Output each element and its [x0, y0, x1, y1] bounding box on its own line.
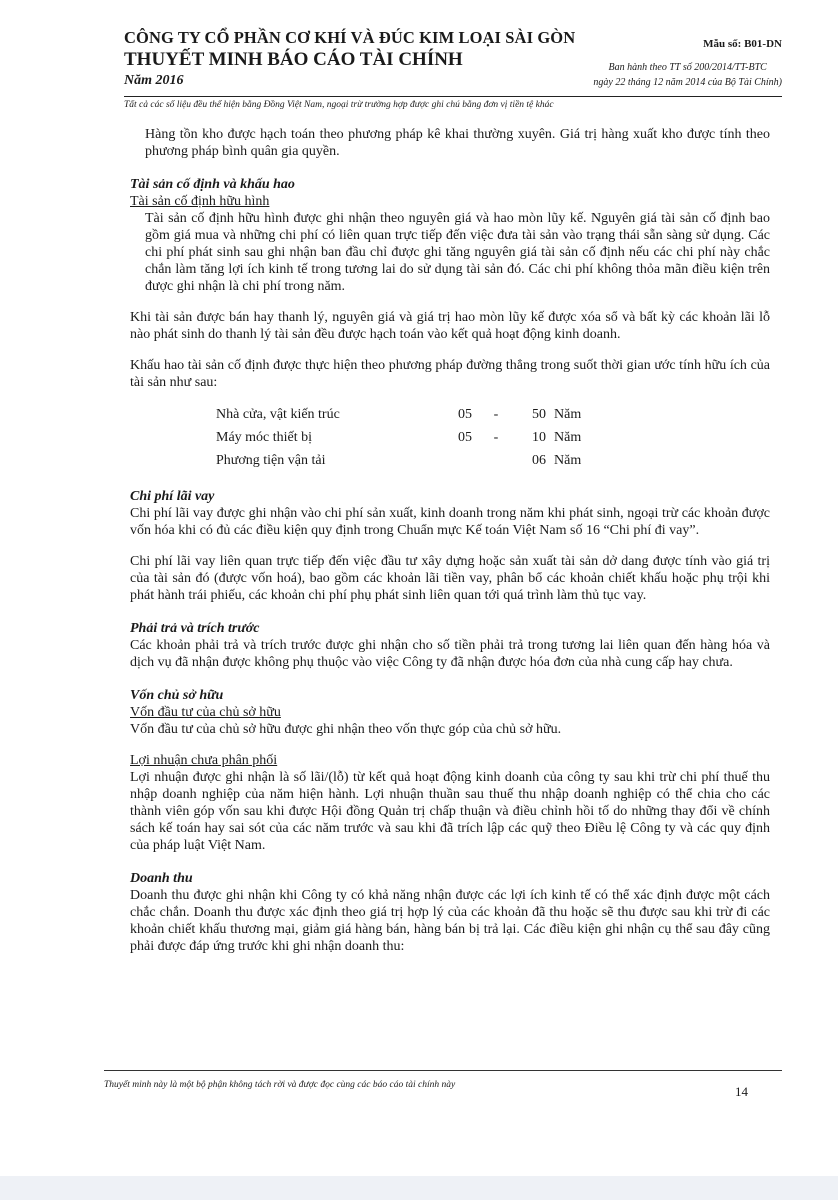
revenue-heading: Doanh thu — [130, 871, 193, 886]
retained-earnings-subheading: Lợi nhuận chưa phân phối — [130, 753, 278, 768]
years-unit: Năm — [554, 430, 582, 445]
borrowing-costs-heading: Chi phí lãi vay — [130, 489, 215, 504]
range-dash — [472, 449, 520, 472]
asset-name: Phương tiện vận tải — [216, 453, 326, 468]
years-from: 05 — [458, 407, 472, 422]
table-row — [216, 426, 581, 449]
fixed-assets-heading: Tài sản cố định và khấu hao — [130, 177, 295, 192]
range-dash: - — [493, 430, 499, 445]
owner-capital-subheading: Vốn đầu tư của chủ sở hữu — [130, 705, 281, 720]
years-unit: Năm — [554, 407, 582, 422]
page-number: 14 — [735, 1084, 748, 1099]
payables-heading: Phải trả và trích trước — [130, 621, 260, 636]
years-from — [442, 449, 472, 472]
tangible-assets-subheading: Tài sản cố định hữu hình — [130, 194, 270, 209]
borrowing-paragraph-2: Chi phí lãi vay liên quan trực tiếp đến việc đầu tư xây dựng hoặc sản xuất tài sản dở dang được tính vào giá trị của tài sản đó (được vốn hoá), bao gồm các khoản lãi tiền vay, phân bổ các khoản chiết khấu hoặc phụ trội khi phát hành trái phiếu, các khoản chi phí phụ phát sinh liên quan tới quá trình làm thủ tục vay. — [130, 554, 770, 603]
table-row — [216, 403, 581, 426]
retained-earnings-paragraph: Lợi nhuận được ghi nhận là số lãi/(lỗ) từ kết quả hoạt động kinh doanh của công ty sau khi trừ chi phí thuế thu nhập doanh nghiệp của năm hiện hành. Lợi nhuận thuần sau thuế thu nhập doanh nghiệp có thể chia cho các thành viên góp vốn sau khi được Hội đồng Quản trị chấp thuận và điều chỉnh hồi tố do những thay đổi về chính sách kế toán hay sai sót của các năm trước và sau khi đã trích lập các quỹ theo Điều lệ Công ty và các quy định của pháp luật Việt Nam. — [130, 770, 770, 853]
issuance-note — [593, 60, 782, 90]
issuance-line-1: Ban hành theo TT số 200/2014/TT-BTC — [608, 62, 767, 73]
header-divider — [124, 96, 782, 97]
asset-name: Nhà cửa, vật kiến trúc — [216, 407, 340, 422]
document-body — [130, 126, 770, 955]
fixed-assets-paragraph-3: Khấu hao tài sản cố định được thực hiện theo phương pháp đường thẳng trong suốt thời gian ước tính hữu ích của tài sản như sau: — [130, 358, 770, 390]
fixed-assets-paragraph-2: Khi tài sản được bán hay thanh lý, nguyên giá và giá trị hao mòn lũy kế được xóa sổ và bất kỳ các khoản lãi lỗ nào phát sinh do thanh lý tài sản đều được hạch toán vào kết quả hoạt động kinh doanh. — [130, 310, 770, 342]
years-to: 06 — [532, 453, 546, 468]
inventory-paragraph: Hàng tồn kho được hạch toán theo phương pháp kê khai thường xuyên. Giá trị hàng xuất kho được tính theo phương pháp bình quân gia quyền. — [145, 127, 770, 159]
company-name: CÔNG TY CỔ PHẦN CƠ KHÍ VÀ ĐÚC KIM LOẠI SÀI GÒN — [124, 28, 576, 47]
table-row — [216, 449, 581, 472]
owner-capital-paragraph: Vốn đầu tư của chủ sở hữu được ghi nhận theo vốn thực góp của chủ sở hữu. — [130, 722, 562, 737]
asset-name: Máy móc thiết bị — [216, 430, 313, 445]
footer-note: Thuyết minh này là một bộ phận không tách rời và được đọc cùng các báo cáo tài chính này — [104, 1080, 456, 1090]
report-title: THUYẾT MINH BÁO CÁO TÀI CHÍNH — [124, 49, 463, 70]
years-to: 50 — [532, 407, 546, 422]
footer-divider — [104, 1070, 782, 1071]
revenue-paragraph: Doanh thu được ghi nhận khi Công ty có khả năng nhận được các lợi ích kinh tế có thể xác định được một cách chắc chắn. Doanh thu được xác định theo giá trị hợp lý của các khoản đã thu hoặc sẽ thu được sau khi trừ đi các khoản chiết khấu thương mại, giảm giá hàng bán, hàng bán bị trả lại. Các điều kiện ghi nhận cụ thể sau đây cũng phải được đáp ứng trước khi ghi nhận doanh thu: — [130, 888, 770, 954]
payables-paragraph: Các khoản phải trả và trích trước được ghi nhận cho số tiền phải trả trong tương lai liên quan đến hàng hóa và dịch vụ đã nhận được không phụ thuộc vào việc Công ty đã nhận được hóa đơn của nhà cung cấp hay chưa. — [130, 638, 770, 670]
form-code: Mẫu số: B01-DN — [703, 38, 782, 50]
depreciation-table — [216, 403, 581, 472]
issuance-line-2: ngày 22 tháng 12 năm 2014 của Bộ Tài Chính) — [593, 77, 782, 88]
years-unit: Năm — [554, 453, 582, 468]
report-year: Năm 2016 — [124, 73, 184, 88]
currency-note: Tất cả các số liệu đều thể hiện bằng Đồng Việt Nam, ngoại trừ trường hợp được ghi chú bằng đơn vị tiền tệ khác — [124, 100, 554, 110]
scan-edge — [0, 1176, 838, 1200]
equity-heading: Vốn chủ sở hữu — [130, 688, 224, 703]
years-from: 05 — [458, 430, 472, 445]
fixed-assets-paragraph-1: Tài sản cố định hữu hình được ghi nhận theo nguyên giá và hao mòn lũy kế. Nguyên giá tài sản cố định bao gồm giá mua và những chi phí có liên quan trực tiếp đến việc đưa tài sản vào trạng thái sẵn sàng sử dụng. Các chi phí phát sinh sau ghi nhận ban đầu chỉ được ghi tăng nguyên giá tài sản cố định nếu các chi phí này chắc chắn làm tăng lợi ích kinh tế trong tương lai do sử dụng tài sản đó. Các chi phí không thỏa mãn điều kiện trên được ghi nhận là chi phí trong năm. — [145, 211, 770, 294]
borrowing-paragraph-1: Chi phí lãi vay được ghi nhận vào chi phí sản xuất, kinh doanh trong năm khi phát sinh, ngoại trừ các khoản được vốn hóa khi có đủ các điều kiện quy định trong Chuẩn mực Kế toán Việt Nam số 16 “Chi phí đi vay”. — [130, 506, 770, 538]
range-dash: - — [493, 407, 499, 422]
years-to: 10 — [532, 430, 546, 445]
